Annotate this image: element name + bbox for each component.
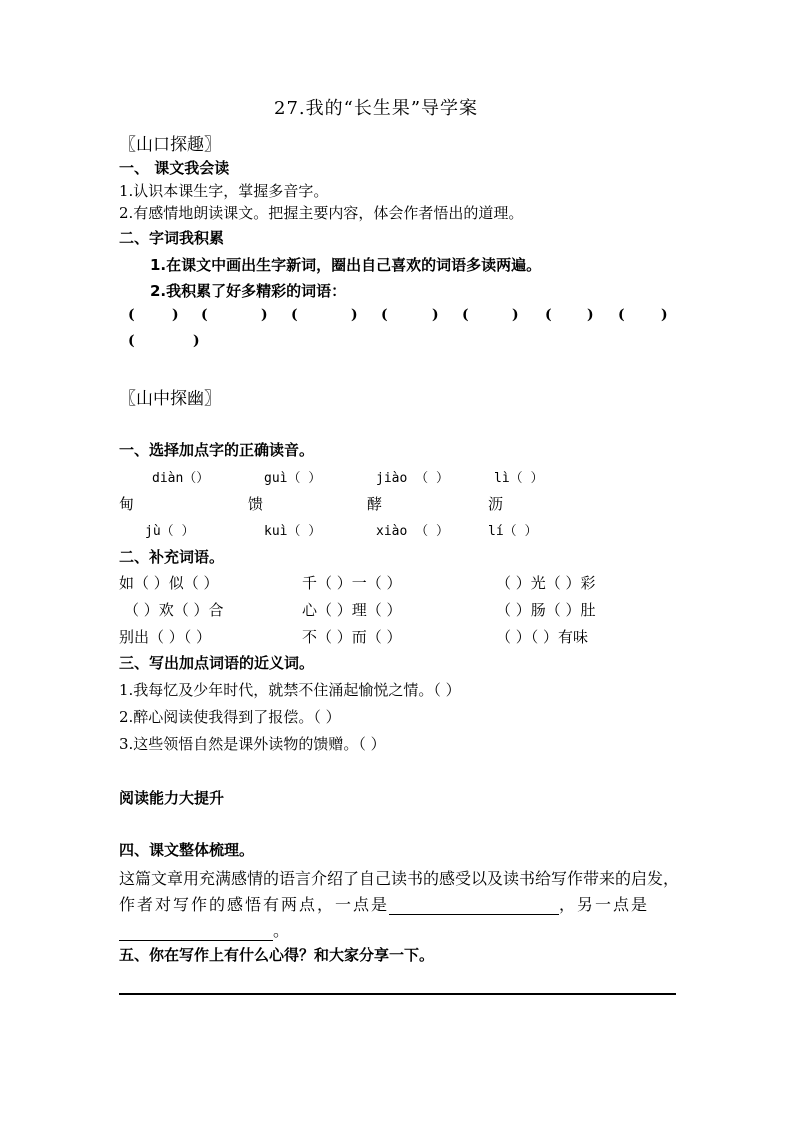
fill-word: 不（ ）而（ ）: [302, 628, 402, 646]
q4-text-line2-b: ，另一点是: [559, 895, 650, 914]
blank-open: (: [291, 307, 298, 323]
dotted-char: 甸: [119, 495, 135, 513]
blank-close: ): [587, 307, 594, 323]
page-title: 27.我的“长生果”导学案: [274, 98, 479, 119]
blank-open: (: [128, 333, 135, 349]
pinyin-option: kuì（ ）: [264, 524, 322, 539]
blank-open: (: [462, 307, 469, 323]
dotted-char: 沥: [488, 495, 504, 513]
answer-line[interactable]: [119, 993, 676, 995]
answer-blank-1[interactable]: [389, 900, 559, 915]
part1-title: 一、 课文我会读: [119, 159, 230, 177]
blank-close: ): [172, 307, 179, 323]
q4-text-line1: 这篇文章用充满感情的语言介绍了自己读书的感受以及读书给写作带来的启发，: [119, 869, 680, 888]
fill-word: 千（ ）一（ ）: [302, 574, 402, 592]
fill-word: （ ）光（ ）彩: [496, 574, 596, 592]
blank-close: ): [512, 307, 519, 323]
pinyin-option: jiào （ ）: [376, 471, 449, 486]
q3-title: 三、写出加点词语的近义词。: [119, 654, 315, 672]
blank-open: (: [201, 307, 208, 323]
answer-blank-2[interactable]: [119, 926, 273, 941]
blank-close: ): [193, 333, 200, 349]
q4-text-line2-a: 作者对写作的感悟有两点，一点是: [119, 895, 390, 914]
q4-text-line2: [119, 892, 649, 915]
part2-title: 二、字词我积累: [119, 229, 225, 247]
pinyin-option: lì（ ）: [494, 471, 544, 486]
q4-title: 四、课文整体梳理。: [119, 841, 255, 859]
pinyin-option: lí（ ）: [488, 524, 538, 539]
fill-word: 别出（ ）（ ）: [119, 628, 212, 646]
blank-close: ): [432, 307, 439, 323]
fill-word: 如（ ）似（ ）: [119, 574, 219, 592]
q4-text-line3: [119, 918, 289, 941]
q3-item-2: 2.醉心阅读使我得到了报偿。（ ）: [119, 708, 341, 726]
fill-word: （ ）欢（ ）合: [124, 601, 224, 619]
fill-word: （ ）（ ）有味: [496, 628, 589, 646]
pinyin-option: diàn（）: [152, 471, 210, 486]
q1-title: 一、选择加点字的正确读音。: [119, 441, 315, 459]
dotted-char: 酵: [367, 495, 383, 513]
pinyin-option: xiào （ ）: [376, 524, 449, 539]
blank-close: ): [261, 307, 268, 323]
q5-title: 五、你在写作上有什么心得？和大家分享一下。: [119, 946, 435, 964]
blank-open: (: [618, 307, 625, 323]
section-header-shanzhong: 〖山中探幽〗: [119, 389, 221, 409]
part2-item-2: 2.我积累了好多精彩的词语：: [150, 282, 347, 300]
q3-item-3: 3.这些领悟自然是课外读物的馈赠。（ ）: [119, 735, 386, 753]
q2-title: 二、补充词语。: [119, 548, 225, 566]
dotted-char: 馈: [248, 495, 264, 513]
fill-word: （ ）肠（ ）肚: [496, 601, 596, 619]
part1-item-1: 1.认识本课生字，掌握多音字。: [119, 182, 329, 200]
pinyin-option: guì（ ）: [264, 471, 322, 486]
blank-open: (: [381, 307, 388, 323]
fill-word: 心（ ）理（ ）: [302, 601, 402, 619]
part2-item-1: 1.在课文中画出生字新词，圈出自己喜欢的词语多读两遍。: [150, 256, 542, 274]
pinyin-option: jù（ ）: [145, 524, 195, 539]
blank-close: ): [661, 307, 668, 323]
section-header-shankou: 〖山口探趣〗: [119, 135, 221, 155]
blank-open: (: [128, 307, 135, 323]
q3-item-1: 1.我每忆及少年时代，就禁不住涌起愉悦之情。（ ）: [119, 681, 461, 699]
q4-line3-end: 。: [273, 921, 290, 940]
blank-close: ): [351, 307, 358, 323]
section-header-reading: 阅读能力大提升: [119, 789, 225, 807]
part1-item-2: 2.有感情地朗读课文。把握主要内容，体会作者悟出的道理。: [119, 204, 524, 222]
blank-open: (: [545, 307, 552, 323]
